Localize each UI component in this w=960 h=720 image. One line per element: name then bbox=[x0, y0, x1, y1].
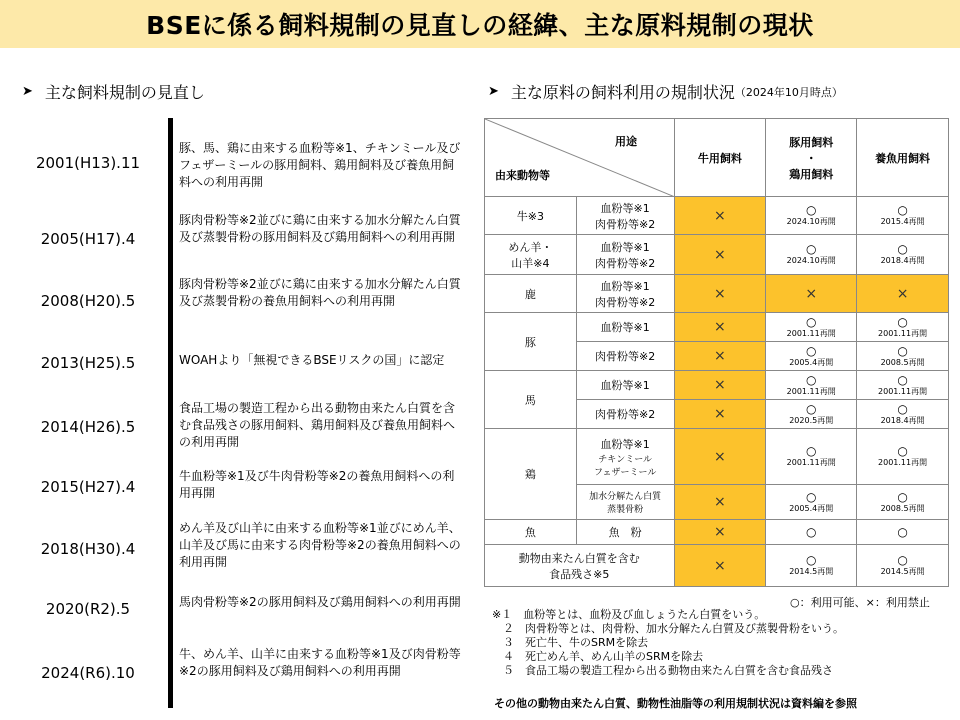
footnote: ４ 死亡めん羊、めん山羊のSRMを除去 bbox=[492, 650, 704, 663]
timeline-date: 2024(R6).10 bbox=[41, 664, 135, 682]
timeline-text: 牛、めん羊、山羊に由来する血粉等※1及び肉骨粉等※2の豚用飼料及び鶏用飼料への利用再開 bbox=[179, 647, 461, 678]
animal-cell: 豚 bbox=[485, 313, 577, 371]
timeline-date: 2020(R2).5 bbox=[45, 600, 131, 618]
timeline-text: 豚、馬、鶏に由来する血粉等※1、チキンミール及びフェザーミールの豚用飼料、鶏用飼料及び養魚用飼料への利用再開 bbox=[179, 141, 461, 189]
status-ok: ○ 2001.11再開 bbox=[766, 371, 857, 400]
timeline-text: めん羊及び山羊に由来する血粉等※1並びにめん羊、山羊及び馬に由来する肉骨粉等※2の養魚用飼料への利用再開 bbox=[179, 521, 461, 569]
item-cell: 肉骨粉等※2 bbox=[576, 342, 674, 371]
timeline-date: 2014(H26).5 bbox=[40, 418, 136, 436]
status-ok: ○ 2024.10再開 bbox=[766, 235, 857, 275]
status-ok: ○ bbox=[857, 520, 949, 545]
legend: ○：利用可能、×：利用禁止 bbox=[790, 596, 930, 609]
status-ng: × bbox=[674, 429, 766, 485]
title-banner bbox=[0, 0, 960, 48]
status-ok: ○ 2020.5再開 bbox=[766, 400, 857, 429]
item-cell: 魚 粉 bbox=[576, 520, 674, 545]
status-ok: ○ 2001.11再開 bbox=[857, 371, 949, 400]
status-ok: ○ 2001.11再開 bbox=[766, 429, 857, 485]
status-ok: ○ 2005.4再開 bbox=[766, 485, 857, 520]
item-cell: 血粉等※1 肉骨粉等※2 bbox=[576, 197, 674, 235]
table-row bbox=[485, 235, 949, 275]
timeline-text: 馬肉骨粉等※2の豚用飼料及び鶏用飼料への利用再開 bbox=[179, 595, 461, 609]
status-ng: × bbox=[674, 342, 766, 371]
item-cell: 血粉等※1 bbox=[576, 313, 674, 342]
status-ok: ○ 2001.11再開 bbox=[766, 313, 857, 342]
table-row bbox=[485, 520, 949, 545]
status-ng: × bbox=[674, 275, 766, 313]
timeline-line bbox=[168, 118, 173, 708]
status-ok: ○ 2024.10再開 bbox=[766, 197, 857, 235]
timeline-text: 牛血粉等※1及び牛肉骨粉等※2の養魚用飼料への利用再開 bbox=[179, 469, 455, 500]
arrow-bullet-icon: ➤ bbox=[488, 84, 499, 99]
table-header-row bbox=[485, 119, 949, 197]
status-ok: ○ bbox=[766, 520, 857, 545]
status-ok: ○ 2001.11再開 bbox=[857, 429, 949, 485]
timeline-text: 豚肉骨粉等※2並びに鶏に由来する加水分解たん白質及び蒸製骨粉の豚用飼料及び鶏用飼料への利用再開 bbox=[179, 213, 461, 244]
status-ng: × bbox=[674, 520, 766, 545]
page-title: BSEに係る飼料規制の見直しの経緯、主な原料規制の現状 bbox=[146, 11, 814, 40]
animal-cell: 馬 bbox=[485, 371, 577, 429]
table-row bbox=[485, 275, 949, 313]
status-ok: ○ 2005.4再開 bbox=[766, 342, 857, 371]
corner-header-cell bbox=[485, 119, 675, 197]
status-ok: ○ 2008.5再開 bbox=[857, 342, 949, 371]
status-ok: ○ 2014.5再開 bbox=[766, 545, 857, 587]
arrow-bullet-icon: ➤ bbox=[22, 84, 33, 99]
footnote: ※１ 血粉等とは、血粉及び血しょうたん白質をいう。 bbox=[492, 608, 766, 621]
animal-cell: 魚 bbox=[485, 520, 577, 545]
status-ng: × bbox=[674, 235, 766, 275]
regulation-table bbox=[484, 118, 949, 587]
col-header-pig-chicken: 豚用飼料 ・ 鶏用飼料 bbox=[766, 119, 857, 197]
footnote: ３ 死亡牛、牛のSRMを除去 bbox=[492, 636, 649, 649]
animal-cell: めん羊・ 山羊※4 bbox=[485, 235, 577, 275]
animal-cell: 牛※3 bbox=[485, 197, 577, 235]
status-ng: × bbox=[674, 313, 766, 342]
use-label: 用途 bbox=[615, 135, 637, 148]
table-row bbox=[485, 429, 949, 485]
item-cell: 血粉等※1 肉骨粉等※2 bbox=[576, 275, 674, 313]
status-ok: ○ 2018.4再開 bbox=[857, 400, 949, 429]
timeline-date: 2018(H30).4 bbox=[40, 540, 136, 558]
animal-cell: 動物由来たん白質を含む 食品残さ※5 bbox=[485, 545, 675, 587]
footnote: ２ 肉骨粉等とは、肉骨粉、加水分解たん白質及び蒸製骨粉をいう。 bbox=[492, 622, 844, 635]
left-section-heading: ➤ 主な飼料規制の見直し bbox=[22, 83, 205, 102]
col-header-fish: 養魚用飼料 bbox=[857, 119, 949, 197]
status-ng: × bbox=[674, 371, 766, 400]
timeline-text: WOAHより「無視できるBSEリスクの国」に認定 bbox=[179, 353, 445, 367]
item-cell: 血粉等※1 bbox=[576, 371, 674, 400]
status-ok: ○ 2018.4再開 bbox=[857, 235, 949, 275]
table-row bbox=[485, 197, 949, 235]
timeline-date: 2008(H20).5 bbox=[40, 292, 136, 310]
footnotes bbox=[492, 608, 844, 678]
diagonal-line bbox=[485, 119, 675, 197]
table-row bbox=[485, 545, 949, 587]
right-section-heading: ➤ 主な原料の飼料利用の規制状況 （2024年10月時点） bbox=[488, 83, 843, 102]
timeline-text: 豚肉骨粉等※2並びに鶏に由来する加水分解たん白質及び蒸製骨粉の養魚用飼料への利用再開 bbox=[179, 277, 461, 308]
status-ng: × bbox=[674, 545, 766, 587]
status-ng: × bbox=[674, 485, 766, 520]
timeline-text: 食品工場の製造工程から出る動物由来たん白質を含む食品残さの豚用飼料、鶏用飼料及び養魚用飼料への利用再開 bbox=[179, 401, 456, 449]
status-ng: × bbox=[674, 197, 766, 235]
reference-note: その他の動物由来たん白質、動物性油脂等の利用規制状況は資料編を参照 bbox=[494, 697, 857, 710]
item-cell: 血粉等※1 チキンミール フェザーミール bbox=[576, 429, 674, 485]
status-ng: × bbox=[766, 275, 857, 313]
item-cell: 肉骨粉等※2 bbox=[576, 400, 674, 429]
item-cell: 血粉等※1 肉骨粉等※2 bbox=[576, 235, 674, 275]
table-row bbox=[485, 371, 949, 400]
status-ok: ○ 2008.5再開 bbox=[857, 485, 949, 520]
origin-label: 由来動物等 bbox=[495, 169, 550, 182]
status-ok: ○ 2014.5再開 bbox=[857, 545, 949, 587]
footnote: ５ 食品工場の製造工程から出る動物由来たん白質を含む食品残さ bbox=[492, 664, 833, 677]
timeline-date: 2013(H25).5 bbox=[40, 354, 136, 372]
status-ng: × bbox=[857, 275, 949, 313]
timeline-date: 2001(H13).11 bbox=[35, 154, 141, 172]
timeline-date: 2015(H27).4 bbox=[40, 478, 136, 496]
col-header-cattle: 牛用飼料 bbox=[674, 119, 766, 197]
status-ok: ○ 2001.11再開 bbox=[857, 313, 949, 342]
status-ok: ○ 2015.4再開 bbox=[857, 197, 949, 235]
status-ng: × bbox=[674, 400, 766, 429]
animal-cell: 鹿 bbox=[485, 275, 577, 313]
timeline-date: 2005(H17).4 bbox=[40, 230, 136, 248]
item-cell: 加水分解たん白質 蒸製骨粉 bbox=[576, 485, 674, 520]
table-row bbox=[485, 313, 949, 342]
animal-cell: 鶏 bbox=[485, 429, 577, 520]
